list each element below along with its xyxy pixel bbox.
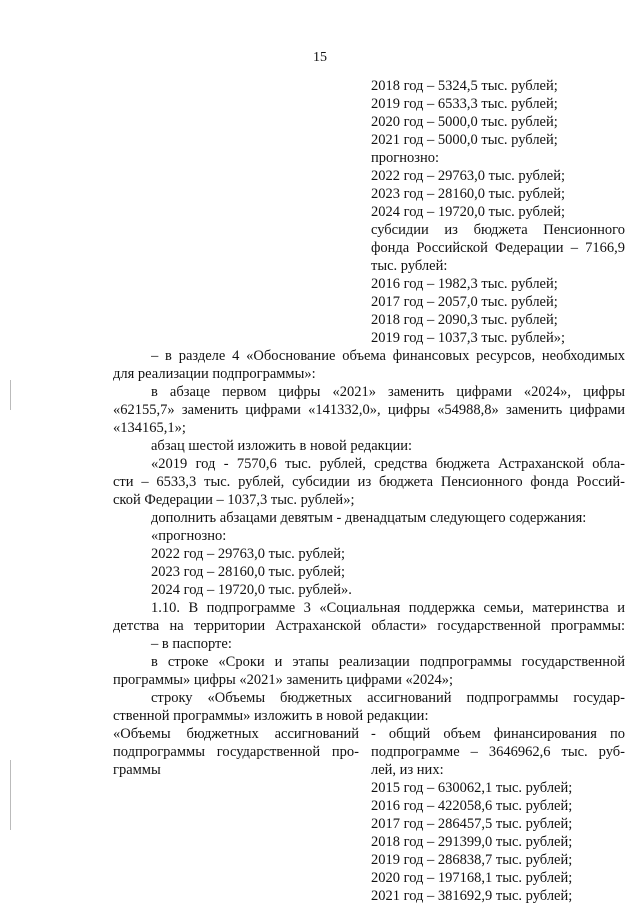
body-line: детства на территории Астраханской области» государственной программы: bbox=[113, 618, 625, 634]
top-line: 2020 год – 5000,0 тыс. рублей; bbox=[371, 114, 558, 130]
top-line: фонда Российской Федерации – 7166,9 bbox=[371, 240, 625, 256]
body-line: абзац шестой изложить в новой редакции: bbox=[151, 438, 413, 454]
body-line: строку «Объемы бюджетных ассигнований подпрограммы государ- bbox=[151, 690, 625, 706]
body-line: «62155,7» заменить цифрами «141332,0», цифры «54988,8» заменить цифрами bbox=[113, 402, 625, 418]
body-line: – в разделе 4 «Обоснование объема финансовых ресурсов, необходимых bbox=[151, 348, 625, 364]
scan-margin-mark bbox=[10, 380, 11, 410]
left-column-line: «Объемы бюджетных ассигнований bbox=[113, 726, 359, 742]
top-line: прогнозно: bbox=[371, 150, 439, 166]
body-line: 1.10. В подпрограмме 3 «Социальная поддержка семьи, материнства и bbox=[151, 600, 625, 616]
right-column-line: 2018 год – 291399,0 тыс. рублей; bbox=[371, 834, 573, 850]
top-line: субсидии из бюджета Пенсионного bbox=[371, 222, 625, 238]
body-line: программы» цифры «2021» заменить цифрами «2024»; bbox=[113, 672, 454, 688]
left-column-line: граммы bbox=[113, 762, 161, 778]
top-line: 2019 год – 6533,3 тыс. рублей; bbox=[371, 96, 558, 112]
body-line: в абзаце первом цифры «2021» заменить цифрами «2024», цифры bbox=[151, 384, 625, 400]
right-column-line: 2015 год – 630062,1 тыс. рублей; bbox=[371, 780, 573, 796]
top-line: 2019 год – 1037,3 тыс. рублей»; bbox=[371, 330, 566, 346]
top-line: 2023 год – 28160,0 тыс. рублей; bbox=[371, 186, 566, 202]
body-line: ственной программы» изложить в новой редакции: bbox=[113, 708, 429, 724]
top-line: тыс. рублей: bbox=[371, 258, 448, 274]
body-line: 2022 год – 29763,0 тыс. рублей; bbox=[151, 546, 346, 562]
right-column-line: 2020 год – 197168,1 тыс. рублей; bbox=[371, 870, 573, 886]
body-line: в строке «Сроки и этапы реализации подпрограммы государственной bbox=[151, 654, 625, 670]
body-line: – в паспорте: bbox=[151, 636, 232, 652]
body-line: ской Федерации – 1037,3 тыс. рублей»; bbox=[113, 492, 355, 508]
top-line: 2024 год – 19720,0 тыс. рублей; bbox=[371, 204, 566, 220]
right-column-line: 2021 год – 381692,9 тыс. рублей; bbox=[371, 888, 573, 904]
right-column-line: 2019 год – 286838,7 тыс. рублей; bbox=[371, 852, 573, 868]
top-line: 2016 год – 1982,3 тыс. рублей; bbox=[371, 276, 558, 292]
left-column-line: подпрограммы государственной про- bbox=[113, 744, 359, 760]
body-line: «134165,1»; bbox=[113, 420, 186, 436]
body-line: дополнить абзацами девятым - двенадцатым следующего содержания: bbox=[151, 510, 587, 526]
top-line: 2022 год – 29763,0 тыс. рублей; bbox=[371, 168, 566, 184]
scan-margin-mark bbox=[10, 760, 11, 830]
top-line: 2018 год – 2090,3 тыс. рублей; bbox=[371, 312, 558, 328]
top-line: 2018 год – 5324,5 тыс. рублей; bbox=[371, 78, 558, 94]
body-line: «2019 год - 7570,6 тыс. рублей, средства бюджета Астраханской обла- bbox=[151, 456, 625, 472]
body-line: «прогнозно: bbox=[151, 528, 227, 544]
right-column-line: лей, из них: bbox=[371, 762, 444, 778]
body-line: 2024 год – 19720,0 тыс. рублей». bbox=[151, 582, 352, 598]
top-line: 2017 год – 2057,0 тыс. рублей; bbox=[371, 294, 558, 310]
right-column-line: подпрограмме – 3646962,6 тыс. руб- bbox=[371, 744, 625, 760]
right-column-line: 2017 год – 286457,5 тыс. рублей; bbox=[371, 816, 573, 832]
right-column-line: - общий объем финансирования по bbox=[371, 726, 625, 742]
body-line: сти – 6533,3 тыс. рублей, субсидии из бюджета Пенсионного фонда Россий- bbox=[113, 474, 625, 490]
right-column-line: 2016 год – 422058,6 тыс. рублей; bbox=[371, 798, 573, 814]
page-number: 15 bbox=[313, 50, 327, 65]
body-line: для реализации подпрограммы»: bbox=[113, 366, 316, 382]
body-line: 2023 год – 28160,0 тыс. рублей; bbox=[151, 564, 346, 580]
top-line: 2021 год – 5000,0 тыс. рублей; bbox=[371, 132, 558, 148]
